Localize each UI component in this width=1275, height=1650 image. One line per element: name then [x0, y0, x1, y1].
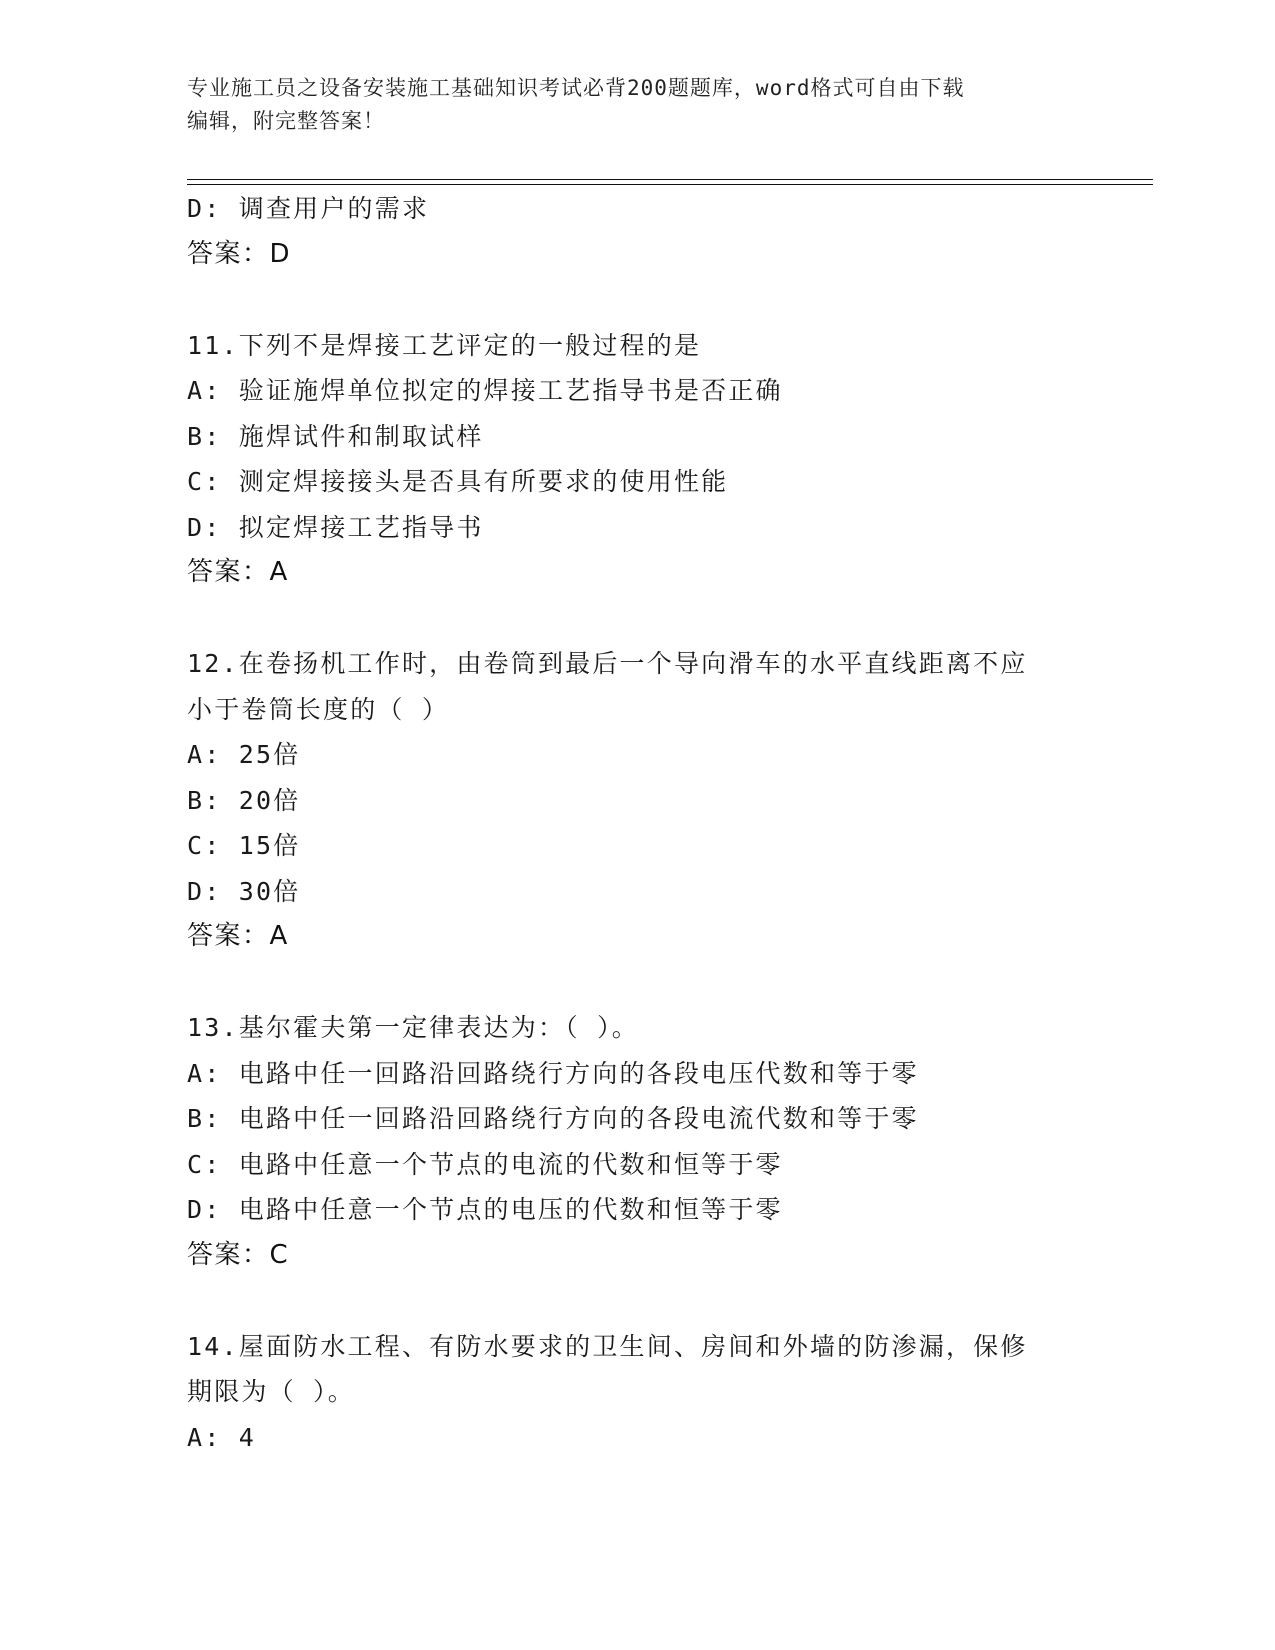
document-header	[187, 72, 1067, 138]
question-text-line1: 14.屋面防水工程、有防水要求的卫生间、房间和外墙的防渗漏，保修	[187, 1331, 1028, 1361]
question-text: 11.下列不是焊接工艺评定的一般过程的是	[187, 330, 702, 360]
question-block-11	[187, 323, 1087, 596]
option-d: D: 电路中任意一个节点的电压的代数和恒等于零	[187, 1195, 783, 1224]
answer-line: 答案：C	[187, 1239, 290, 1270]
answer-line: 答案：A	[187, 557, 289, 587]
spacer	[187, 277, 1087, 323]
option-d: D: 拟定焊接工艺指导书	[187, 512, 484, 542]
question-block-14	[187, 1324, 1087, 1461]
option-a: A: 25倍	[187, 740, 301, 769]
spacer	[187, 596, 1087, 642]
spacer	[187, 960, 1087, 1006]
question-text-line1: 12.在卷扬机工作时，由卷筒到最后一个导向滑车的水平直线距离不应	[187, 649, 1028, 678]
option-c: C: 电路中任意一个节点的电流的代数和恒等于零	[187, 1149, 783, 1179]
question-block-12	[187, 641, 1087, 960]
header-title-line1: 专业施工员之设备安装施工基础知识考试必背200题题库，word格式可自由下载	[187, 76, 965, 100]
header-title-line2: 编辑，附完整答案！	[187, 109, 385, 133]
option-a: A: 4	[187, 1422, 257, 1452]
option-c: C: 15倍	[187, 831, 301, 860]
question-text-line2: 小于卷筒长度的（ ）	[187, 694, 450, 724]
option-d: D: 30倍	[187, 876, 301, 906]
question-text: 13.基尔霍夫第一定律表达为：（ ）。	[187, 1013, 640, 1042]
option-a: A: 验证施焊单位拟定的焊接工艺指导书是否正确	[187, 376, 783, 405]
option-c: C: 测定焊接接头是否具有所要求的使用性能	[187, 467, 729, 496]
question-block-10	[187, 186, 1087, 277]
question-block-13	[187, 1005, 1087, 1278]
option-d: D: 调查用户的需求	[187, 194, 430, 223]
answer-line: 答案：A	[187, 921, 289, 951]
question-text-line2: 期限为（ ）。	[187, 1377, 355, 1406]
header-divider-top	[187, 179, 1153, 180]
option-b: B: 电路中任一回路沿回路绕行方向的各段电流代数和等于零	[187, 1104, 919, 1133]
option-b: B: 20倍	[187, 785, 301, 815]
option-a: A: 电路中任一回路沿回路绕行方向的各段电压代数和等于零	[187, 1058, 919, 1088]
answer-line: 答案：D	[187, 238, 292, 269]
option-b: B: 施焊试件和制取试样	[187, 421, 484, 451]
question-list	[187, 186, 1087, 1460]
header-divider-bottom	[187, 184, 1153, 185]
spacer	[187, 1278, 1087, 1324]
